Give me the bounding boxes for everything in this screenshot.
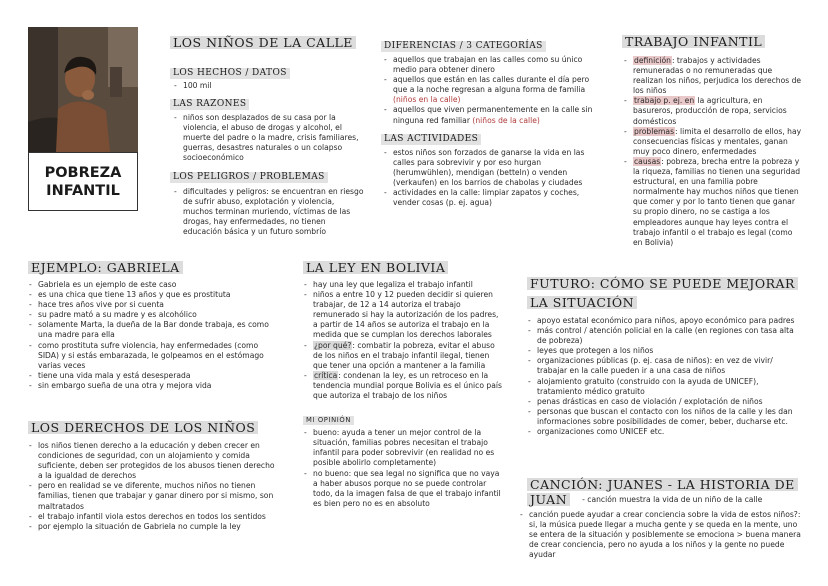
list-item: - ¿por qué?: combatir la pobreza, evitar el abuso de los niños en el trabajo infantil ilegal, tienen que tener una opción a mantener a la familia	[303, 341, 505, 371]
list-item: - 100 mil	[173, 81, 370, 91]
list-item: - estos niños son forzados de ganarse la vida en las calles para sobrevivir y por eso hurgan (herumwühlen), mendigan (betteln) o venden (verkaufen) en los barrios de chabolas y ciudades	[383, 148, 603, 188]
list-derechos	[28, 441, 278, 532]
list-item: - personas que buscan el contacto con los niños de la calle y les dan informaciones sobre posibilidades de comer, beber, ducharse etc.	[527, 407, 795, 427]
list-cancion	[519, 510, 805, 560]
list-item: - actividades en la calle: limpiar zapatos y coches, vender cosas (p. ej. agua)	[383, 188, 603, 208]
cancion-subtitle: - canción muestra la vida de un niño de la calle	[582, 494, 763, 504]
red-note: (niños de la calle)	[472, 115, 540, 125]
section-futuro	[527, 273, 795, 437]
heading-hechos: LOS HECHOS / DATOS	[170, 68, 290, 79]
keyword-highlight: ¿por qué?	[314, 340, 352, 350]
list-trabajo	[623, 56, 804, 248]
section-cancion	[527, 474, 805, 560]
list-ley	[303, 280, 505, 401]
list-item: - el trabajo infantil viola estos derechos en todos los sentidos	[28, 512, 278, 522]
section-diferencias	[381, 33, 603, 208]
heading-futuro-line2: LA SITUACIÓN	[527, 296, 637, 309]
keyword-highlight: crítica	[314, 370, 338, 380]
list-item: - niños son desplazados de su casa por la violencia, el abuso de drogas y alcohol, el muerte del padre o la madre, crisis familiares, guerras, desastres naturales o un colapso socioeconómico	[173, 113, 365, 163]
list-item: - hay una ley que legaliza el trabajo infantil	[303, 280, 505, 290]
list-item: - aquellos que viven permanentemente en la calle sin ninguna red familiar (niños de la calle)	[383, 105, 603, 125]
keyword-highlight: trabajo p. ej. en	[634, 96, 695, 106]
list-item: - leyes que protegen a los niños	[527, 346, 795, 356]
photo-illustration	[28, 27, 138, 152]
section-derechos	[28, 417, 278, 532]
list-item: - es una chica que tiene 13 años y que es prostituta	[28, 290, 280, 300]
list-item: - solamente Marta, la dueña de la Bar donde trabaja, es como una madre para ella	[28, 320, 280, 340]
heading-cancion-line1: CANCIÓN: JUANES - LA HISTORIA DE	[527, 478, 798, 491]
list-item: - pero en realidad se ve diferente, muchos niños no tienen familias, tienen que trabajar y ganar dinero por si mismo, son maltratados	[28, 481, 278, 511]
keyword-highlight: causas	[634, 156, 661, 166]
heading-ninos-calle: LOS NIÑOS DE LA CALLE	[170, 36, 356, 49]
heading-ley: LA LEY EN BOLIVIA	[303, 261, 448, 274]
list-item: - organizaciones como UNICEF etc.	[527, 427, 795, 437]
list-item: - tiene una vida mala y está desesperada	[28, 371, 280, 381]
poster-title-box	[28, 152, 138, 211]
poster-title-line1: POBREZA	[44, 164, 122, 181]
keyword-highlight: definición	[634, 56, 671, 65]
list-actividades	[383, 148, 603, 209]
heading-derechos: LOS DERECHOS DE LOS NIÑOS	[28, 421, 258, 434]
keyword-highlight: problemas	[634, 126, 675, 136]
heading-peligros: LOS PELIGROS / PROBLEMAS	[170, 172, 328, 183]
heading-trabajo: TRABAJO INFANTIL	[622, 35, 765, 48]
section-trabajo	[622, 31, 804, 248]
list-item: - organizaciones públicas (p. ej. casa de niños): en vez de vivir/ trabajar en la calle pueden ir a una casa de niños	[527, 356, 795, 376]
street-child-photo	[28, 27, 138, 152]
heading-gabriela: EJEMPLO: GABRIELA	[28, 261, 183, 274]
list-gabriela	[28, 280, 280, 391]
section-ninos-calle	[170, 32, 370, 237]
list-item: - definición: trabajos y actividades remuneradas o no remuneradas que realizan los niños, perjudica los derechos de los niños	[623, 56, 804, 96]
heading-razones: LAS RAZONES	[170, 99, 249, 110]
list-item: - canción puede ayudar a crear conciencia sobre la vida de estos niños?: si, la música puede llegar a mucha gente y se queda en la mente, uno se entera de la situación y posiblemente se emociona > buena manera de crear conciencia, pero no ayuda a los niños y la gente no puede ayudar	[519, 510, 805, 560]
list-item: - causas: pobreza, brecha entre la pobreza y la riqueza, familias no tienen una seguridad estructural, en una familia pobre normalmente hay muchos niños que tienen que comer y por lo tanto tienen que ganar su propio dinero, no se castiga a los empleadores aunque hay leyes contra el trabajo infantil o el trabajo es legal (como en Bolivia)	[623, 157, 804, 248]
list-item: - trabajo p. ej. en la agricultura, en basureros, producción de ropa, servicios domésticos	[623, 96, 804, 126]
list-razones	[173, 113, 365, 163]
red-note: (niños en la calle)	[393, 95, 461, 105]
list-opinion	[303, 428, 505, 509]
list-item: - aquellos que están en las calles durante el día pero que a la noche regresan a alguna forma de familia (niños en la calle)	[383, 75, 603, 105]
list-item: - su padre mató a su madre y es alcohólico	[28, 310, 280, 320]
list-item: - problemas: limita el desarrollo de ellos, hay consecuencias físicas y mentales, ganan muy poco dinero, enfermedades	[623, 127, 804, 157]
section-gabriela	[28, 257, 280, 391]
list-item: - penas drásticas en caso de violación / explotación de niños	[527, 397, 795, 407]
list-diferencias	[383, 55, 603, 126]
heading-actividades: LAS ACTIVIDADES	[381, 134, 481, 145]
list-futuro	[527, 316, 795, 437]
list-hechos	[173, 81, 370, 91]
list-item: - hace tres años vive por si cuenta	[28, 300, 280, 310]
list-item: - alojamiento gratuito (construido con la ayuda de UNICEF), tratamiento médico gratuito	[527, 377, 795, 397]
heading-diferencias: DIFERENCIAS / 3 CATEGORÍAS	[381, 41, 546, 52]
list-item: - dificultades y peligros: se encuentran en riesgo de sufrir abuso, explotación y violencia, muchos terminan muriendo, víctimas de las drogas, hay enfermedades, no tienen educación básica y un futuro sombrío	[173, 187, 365, 237]
list-peligros	[173, 187, 365, 237]
list-item: - sin embargo sueña de una otra y mejora vida	[28, 381, 280, 391]
poster-title-line2: INFANTIL	[46, 182, 120, 199]
heading-futuro-line1: FUTURO: CÓMO SE PUEDE MEJORAR	[527, 277, 798, 290]
list-item: - Gabriela es un ejemplo de este caso	[28, 280, 280, 290]
list-item: - crítica: condenan la ley, es un retroceso en la tendencia mundial porque Bolivia es el único país que autoriza el trabajo de los niños	[303, 371, 505, 401]
list-item: - aquellos que trabajan en las calles como su único medio para obtener dinero	[383, 55, 603, 75]
list-item: - más control / atención policial en la calle (en regiones con tasa alta de pobreza)	[527, 326, 795, 346]
list-item: - como prostituta sufre violencia, hay enfermedades (como SIDA) y si estás embarazada, le golpeamos en el estómago varias veces	[28, 341, 280, 371]
list-item: - niños a entre 10 y 12 pueden decidir si quieren trabajar, de 12 a 14 autoriza el trabajo remunerado si hay la autorización de los padres, a partir de 14 años se autoriza el trabajo en la medida que se cumplan los derechos laborales	[303, 290, 505, 340]
list-item: - los niños tienen derecho a la educación y deben crecer en condiciones de seguridad, con un alojamiento y comida suficiente, deben ser protegidos de los abusos tienen derecho a la igualdad de derechos	[28, 441, 278, 481]
section-ley	[303, 257, 505, 509]
list-item: - bueno: ayuda a tener un mejor control de la situación, familias pobres necesitan el trabajo infantil para poder sobrevivir (en realidad no es posible abolirlo completamente)	[303, 428, 505, 468]
heading-opinion: MI OPINIÓN	[303, 416, 354, 425]
list-item: - apoyo estatal económico para niños, apoyo económico para padres	[527, 316, 795, 326]
list-item: - por ejemplo la situación de Gabriela no cumple la ley	[28, 522, 278, 532]
heading-cancion-line2: JUAN	[527, 493, 570, 506]
list-item: - no bueno: que sea legal no significa que no vaya a haber abusos porque no se puede controlar todo, da la imagen falsa de que el trabajo infantil es bien pero no es en absoluto	[303, 469, 505, 509]
